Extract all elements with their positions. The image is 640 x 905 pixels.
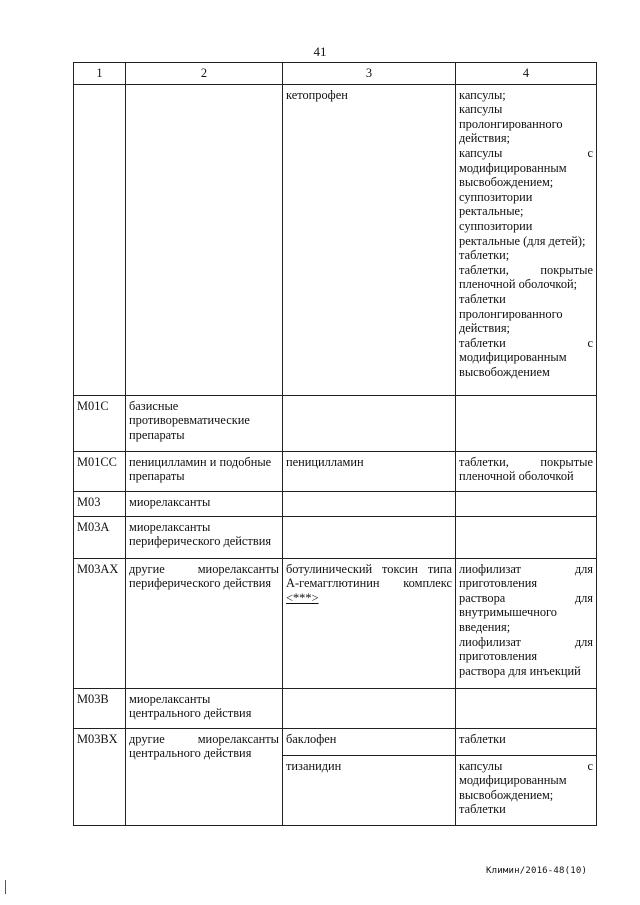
form-line — [459, 263, 593, 278]
group-cell — [126, 728, 283, 825]
form-line: суппозитории — [459, 189, 533, 204]
atc-code-cell: M03B — [74, 688, 126, 728]
form-word: покрытые — [540, 454, 593, 469]
group-word: другие — [129, 731, 165, 746]
form-word: таблетки, — [459, 454, 509, 469]
form-line: приготовления — [459, 649, 538, 664]
form-word: с — [587, 145, 593, 160]
name-word: токсин — [382, 561, 418, 576]
drug-name-tizanidine: тизанидин — [283, 755, 456, 825]
drug-name-baclofen: баклофен — [283, 728, 456, 755]
form-line: пленочной оболочкой; — [459, 277, 578, 292]
dosage-forms-penicillamine — [456, 451, 597, 491]
group-cell — [126, 451, 283, 491]
form-line: ректальные (для детей); — [459, 233, 586, 248]
form-word: для — [574, 634, 593, 649]
drug-name-penicillamine: пеницилламин — [283, 451, 456, 491]
form-line: модифицированным — [459, 350, 567, 365]
group-line: препараты — [129, 469, 185, 484]
group-line: периферического действия — [129, 534, 272, 549]
form-line: суппозитории — [459, 218, 533, 233]
group-line: миорелаксанты — [129, 691, 211, 706]
form-word: таблетки — [459, 335, 506, 350]
form-word: капсулы — [459, 758, 503, 773]
header-col-1: 1 — [74, 63, 126, 85]
group-cell — [126, 84, 283, 395]
name-word: А-гемагглютинин — [286, 576, 380, 591]
form-word: для — [574, 590, 593, 605]
page-number: 41 — [313, 44, 327, 59]
form-line: приготовления — [459, 576, 538, 591]
header-row — [74, 63, 597, 85]
form-line: модифицированным — [459, 773, 567, 788]
drug-table — [73, 62, 597, 826]
form-line — [459, 336, 593, 351]
drug-name-ketoprofen: кетопрофен — [283, 84, 456, 395]
form-line: действия; — [459, 131, 510, 146]
group-cell — [126, 558, 283, 688]
header-col-2: 2 — [126, 63, 283, 85]
group-cell — [126, 516, 283, 558]
form-line: таблетки — [459, 291, 506, 306]
dosage-forms-ketoprofen — [456, 84, 597, 395]
group-line: периферического действия — [129, 576, 272, 591]
dosage-forms-tizanidine — [456, 755, 597, 825]
group-cell: миорелаксанты — [126, 491, 283, 516]
footnote-link[interactable]: <***> — [286, 590, 319, 605]
table-row-m03bx-baclofen — [74, 728, 597, 755]
table-row-m03a — [74, 516, 597, 558]
document-code: Климин/2016-48(10) — [486, 866, 588, 876]
group-cell — [126, 688, 283, 728]
table-row-m01cc — [74, 451, 597, 491]
form-word: для — [574, 561, 593, 576]
name-word: ботулинический — [286, 561, 373, 576]
form-line: высвобождением; — [459, 175, 554, 190]
form-line — [459, 591, 593, 606]
form-word: с — [587, 758, 593, 773]
group-line — [129, 732, 279, 747]
margin-mark — [5, 880, 6, 894]
dosage-forms-botulinum — [456, 558, 597, 688]
form-line — [459, 455, 593, 470]
form-line: таблетки — [459, 802, 506, 817]
group-word: другие — [129, 561, 165, 576]
table-row-m03b — [74, 688, 597, 728]
atc-code-cell: M01CC — [74, 451, 126, 491]
atc-code-cell — [74, 84, 126, 395]
form-line: внутримышечного — [459, 605, 557, 620]
form-line: модифицированным — [459, 160, 567, 175]
form-word: покрытые — [540, 262, 593, 277]
drug-name-cell — [283, 491, 456, 516]
group-line: противоревматические — [129, 413, 250, 428]
group-word: миорелаксанты — [197, 561, 279, 576]
table-row-m03ax — [74, 558, 597, 688]
atc-code-cell: M03 — [74, 491, 126, 516]
drug-name-botulinum — [283, 558, 456, 688]
form-line — [459, 759, 593, 774]
header-col-3: 3 — [283, 63, 456, 85]
atc-code-cell: M01C — [74, 395, 126, 451]
form-line: пролонгированного — [459, 306, 563, 321]
form-line: капсулы; — [459, 87, 506, 102]
name-line — [286, 562, 452, 577]
header-col-4: 4 — [456, 63, 597, 85]
form-line — [459, 146, 593, 161]
group-line — [129, 562, 279, 577]
drug-name-cell — [283, 516, 456, 558]
form-line: капсулы — [459, 102, 503, 117]
group-line: центрального действия — [129, 706, 252, 721]
group-word: миорелаксанты — [197, 731, 279, 746]
form-word: лиофилизат — [459, 561, 521, 576]
form-line — [459, 562, 593, 577]
form-word: лиофилизат — [459, 634, 521, 649]
name-word: типа — [427, 561, 452, 576]
form-line: раствора для инъекций — [459, 663, 581, 678]
form-line: таблетки; — [459, 248, 510, 263]
atc-code-cell: M03A — [74, 516, 126, 558]
form-line: высвобождением — [459, 364, 550, 379]
group-line: миорелаксанты — [129, 519, 211, 534]
form-line: действия; — [459, 321, 510, 336]
atc-code-cell: M03AX — [74, 558, 126, 688]
table-row-m01c — [74, 395, 597, 451]
form-word: раствора — [459, 590, 506, 605]
group-line: препараты — [129, 427, 185, 442]
form-line — [459, 635, 593, 650]
dosage-forms-cell — [456, 688, 597, 728]
name-line — [286, 576, 452, 591]
group-line: центрального действия — [129, 746, 252, 761]
form-word: таблетки, — [459, 262, 509, 277]
dosage-forms-cell — [456, 395, 597, 451]
form-line: ректальные; — [459, 204, 524, 219]
form-line: высвобождением; — [459, 787, 554, 802]
name-word: комплекс — [403, 576, 452, 591]
form-line: пролонгированного — [459, 116, 563, 131]
drug-name-cell — [283, 395, 456, 451]
drug-name-cell — [283, 688, 456, 728]
table-row-ketoprofen — [74, 84, 597, 395]
group-line: пеницилламин и подобные — [129, 454, 272, 469]
table-row-m03 — [74, 491, 597, 516]
group-line: базисные — [129, 398, 179, 413]
dosage-forms-cell — [456, 516, 597, 558]
dosage-forms-baclofen: таблетки — [456, 728, 597, 755]
form-line: введения; — [459, 619, 511, 634]
form-line: пленочной оболочкой — [459, 469, 574, 484]
atc-code-cell: M03BX — [74, 728, 126, 825]
group-cell — [126, 395, 283, 451]
dosage-forms-cell — [456, 491, 597, 516]
form-word: с — [587, 335, 593, 350]
form-word: капсулы — [459, 145, 503, 160]
